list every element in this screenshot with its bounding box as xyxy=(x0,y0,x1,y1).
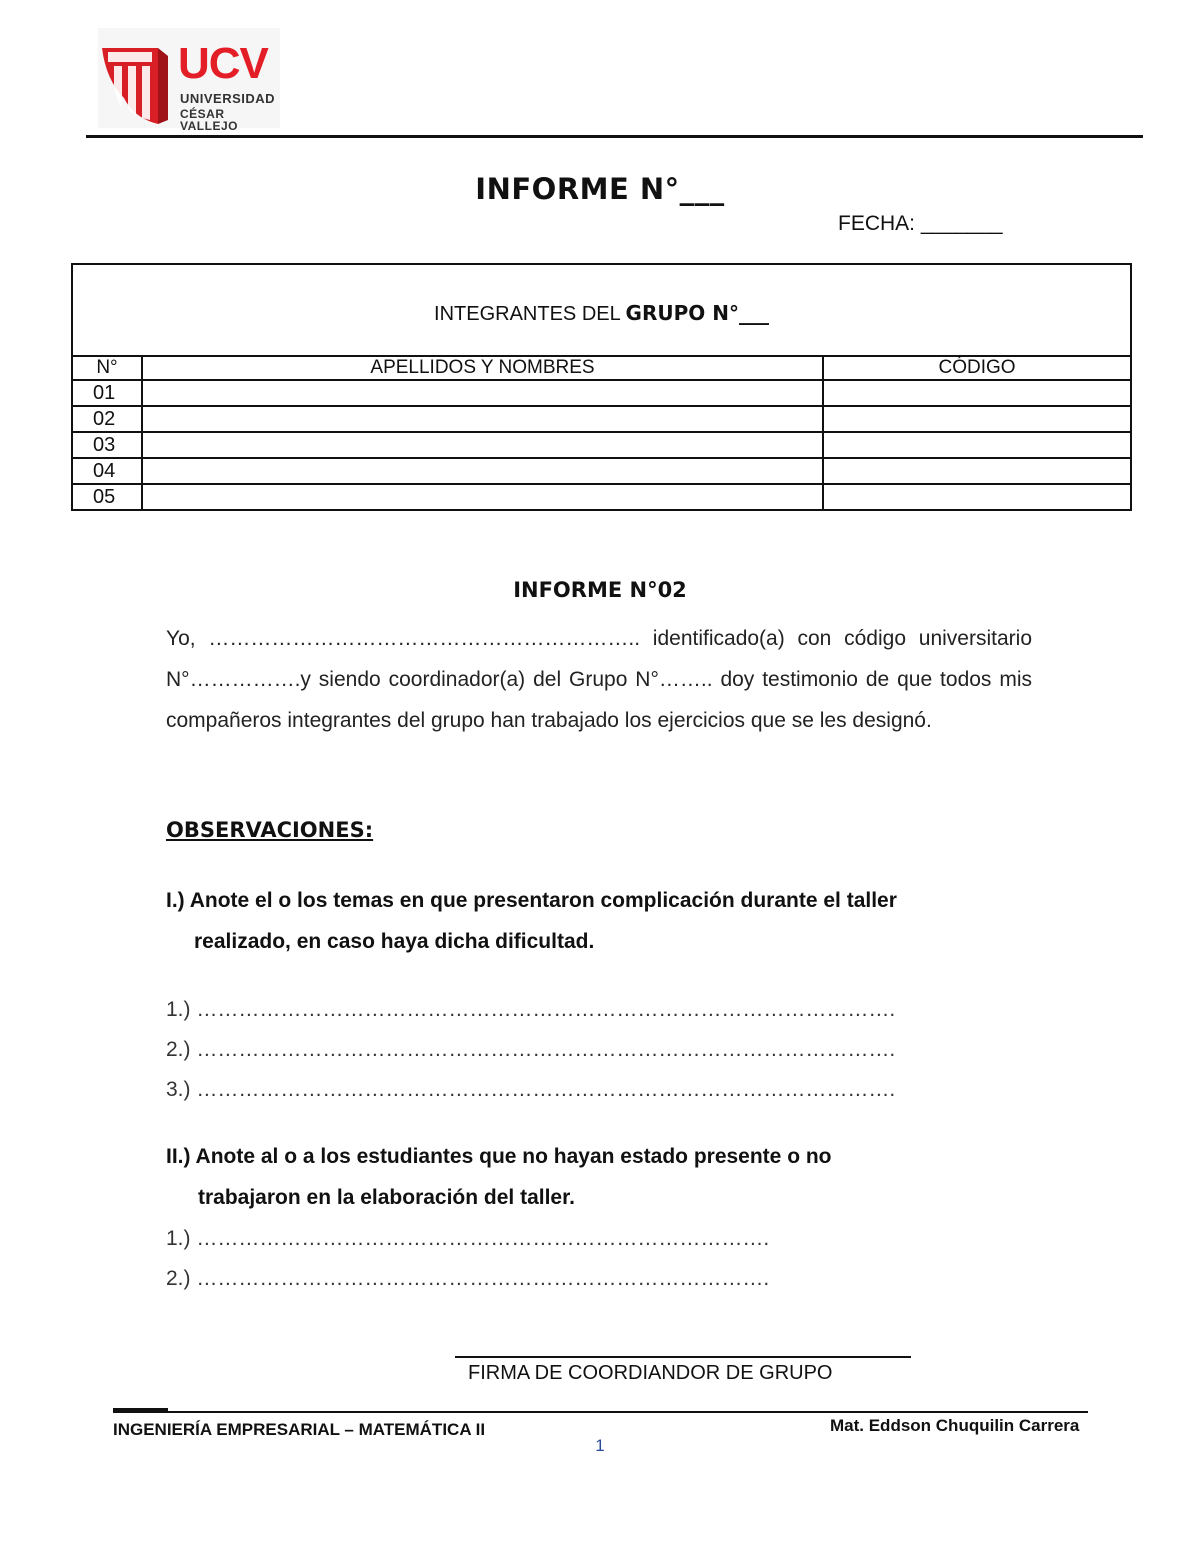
table-row xyxy=(72,484,1131,510)
question-1 xyxy=(166,880,1046,962)
observations-heading: OBSERVACIONES: xyxy=(166,818,374,842)
member-code-cell[interactable] xyxy=(823,484,1131,510)
header-divider xyxy=(86,135,1143,138)
member-name-cell[interactable] xyxy=(142,380,823,406)
member-code-cell[interactable] xyxy=(823,406,1131,432)
member-name-cell[interactable] xyxy=(142,432,823,458)
member-name-cell[interactable] xyxy=(142,406,823,432)
member-name-cell[interactable] xyxy=(142,484,823,510)
column-header-number: N° xyxy=(72,356,142,380)
date-field-label: FECHA: _______ xyxy=(838,212,1003,235)
table-caption-row xyxy=(72,264,1131,356)
member-name-cell[interactable] xyxy=(142,458,823,484)
row-number: 05 xyxy=(72,484,142,510)
column-header-code: CÓDIGO xyxy=(823,356,1131,380)
question-2-line1: II.) Anote al o a los estudiantes que no hayan estado presente o no xyxy=(166,1145,832,1168)
footer-divider xyxy=(113,1411,1088,1413)
page-number: 1 xyxy=(595,1436,605,1455)
answer-line[interactable]: 1.) ………………………………………………………………………. xyxy=(166,1227,770,1250)
table-row xyxy=(72,432,1131,458)
logo-wordmark: UCV xyxy=(178,39,268,88)
question-2 xyxy=(166,1136,1046,1218)
table-header-row xyxy=(72,356,1131,380)
row-number: 01 xyxy=(72,380,142,406)
member-code-cell[interactable] xyxy=(823,432,1131,458)
logo-subtitle-line1: UNIVERSIDAD xyxy=(180,91,276,106)
signature-label: FIRMA DE COORDIANDOR DE GRUPO xyxy=(468,1362,833,1384)
report-title: INFORME N°___ xyxy=(475,172,725,206)
table-caption xyxy=(72,264,1131,356)
table-row xyxy=(72,406,1131,432)
subreport-title: INFORME N°02 xyxy=(513,578,687,602)
table-row xyxy=(72,380,1131,406)
table-row xyxy=(72,458,1131,484)
question-1-line2: realizado, en caso haya dicha dificultad. xyxy=(194,930,595,953)
shield-emblem-icon xyxy=(98,28,176,128)
logo-subtitle-line2: CÉSAR VALLEJO xyxy=(180,107,238,133)
answer-line[interactable]: 3.) ………………………………………………………………………………………. xyxy=(166,1078,896,1101)
question-2-line2: trabajaron en la elaboración del taller. xyxy=(198,1186,575,1209)
question-1-line1: I.) Anote el o los temas en que presentaron complicación durante el taller xyxy=(166,889,897,912)
university-logo xyxy=(98,28,280,133)
member-code-cell[interactable] xyxy=(823,380,1131,406)
testimony-paragraph: Yo, …………………………………………………….. identificado(a) con código universitario N°…………….y siendo coordinador(a) del Grupo N°…….. doy testimonio de que todos mis compañeros integrantes del grupo han trabajado los ejercicios que se les designó. xyxy=(166,627,1032,732)
signature-line xyxy=(455,1356,911,1358)
column-header-names: APELLIDOS Y NOMBRES xyxy=(142,356,823,380)
footer-course: INGENIERÍA EMPRESARIAL – MATEMÁTICA II xyxy=(113,1420,486,1439)
member-code-cell[interactable] xyxy=(823,458,1131,484)
footer-author: Mat. Eddson Chuquilin Carrera xyxy=(830,1416,1080,1435)
row-number: 03 xyxy=(72,432,142,458)
caption-prefix: INTEGRANTES DEL xyxy=(434,302,626,325)
row-number: 02 xyxy=(72,406,142,432)
group-members-table xyxy=(71,263,1132,511)
row-number: 04 xyxy=(72,458,142,484)
caption-group-number: GRUPO N°___ xyxy=(625,300,769,325)
answer-line[interactable]: 1.) ………………………………………………………………………………………. xyxy=(166,998,896,1021)
answer-line[interactable]: 2.) ………………………………………………………………………. xyxy=(166,1267,770,1290)
answer-line[interactable]: 2.) ………………………………………………………………………………………. xyxy=(166,1038,896,1061)
